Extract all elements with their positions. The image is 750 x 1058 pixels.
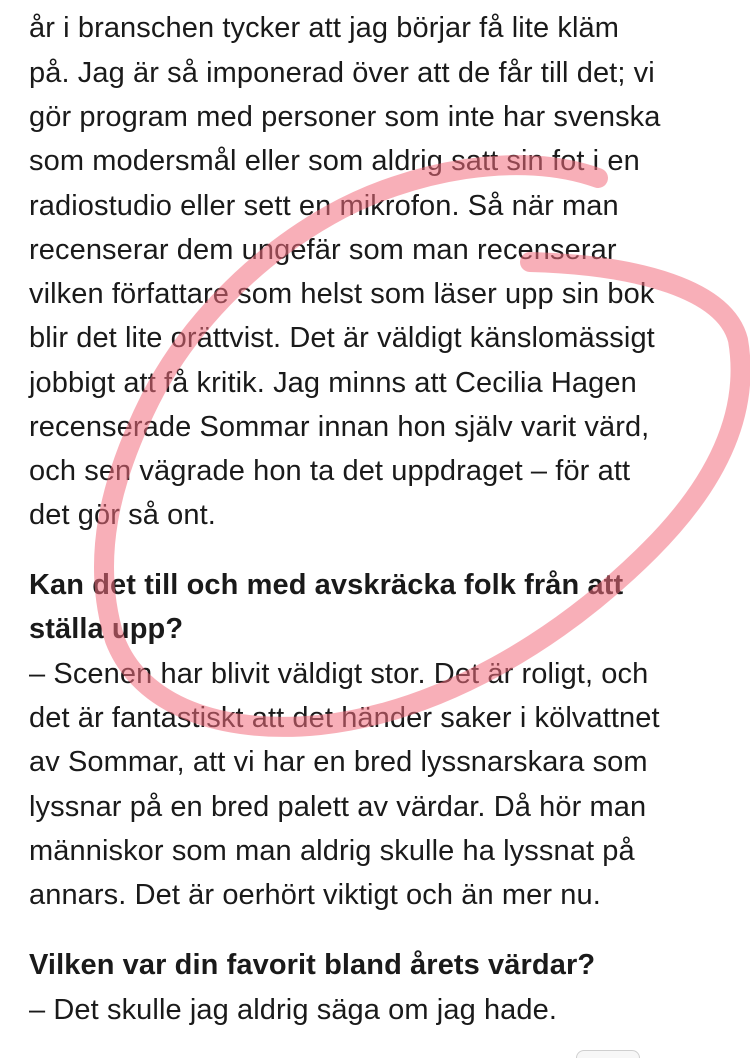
article-text-line: och sen vägrade hon ta det uppdraget – för att <box>29 455 631 487</box>
article-text-line: blir det lite orättvist. Det är väldigt känslomässigt <box>29 322 655 354</box>
article-text-line: det är fantastiskt att det händer saker i kölvattnet <box>29 702 660 734</box>
article-text-line: jobbigt att få kritik. Jag minns att Cecilia Hagen <box>29 367 637 399</box>
article-text-line: – Scenen har blivit väldigt stor. Det är roligt, och <box>29 658 649 690</box>
article-text-line: annars. Det är oerhört viktigt och än mer nu. <box>29 879 601 911</box>
article-question-line: Kan det till och med avskräcka folk från att <box>29 569 624 601</box>
article-text-line: recenserade Sommar innan hon själv varit värd, <box>29 411 650 443</box>
bottom-button-edge[interactable] <box>576 1050 640 1058</box>
article-text-line: människor som man aldrig skulle ha lyssnat på <box>29 835 635 867</box>
article-text-line: som modersmål eller som aldrig satt sin fot i en <box>29 145 640 177</box>
article-question-line: ställa upp? <box>29 613 184 645</box>
article-text-line: på. Jag är så imponerad över att de får till det; vi <box>29 57 655 89</box>
article-text-line: av Sommar, att vi har en bred lyssnarskara som <box>29 746 648 778</box>
article-text-line: recenserar dem ungefär som man recenserar <box>29 234 617 266</box>
article-text-line: – Det skulle jag aldrig säga om jag hade. <box>29 994 558 1026</box>
article-text-line: radiostudio eller sett en mikrofon. Så när man <box>29 190 619 222</box>
article-text-line: vilken författare som helst som läser upp sin bok <box>29 278 655 310</box>
article-text-line: år i branschen tycker att jag börjar få lite kläm <box>29 12 619 44</box>
article-text-line: gör program med personer som inte har svenska <box>29 101 661 133</box>
article-question-line: Vilken var din favorit bland årets värdar? <box>29 949 596 981</box>
article-text-line: lyssnar på en bred palett av värdar. Då hör man <box>29 791 647 823</box>
article-text-line: det gör så ont. <box>29 499 216 531</box>
